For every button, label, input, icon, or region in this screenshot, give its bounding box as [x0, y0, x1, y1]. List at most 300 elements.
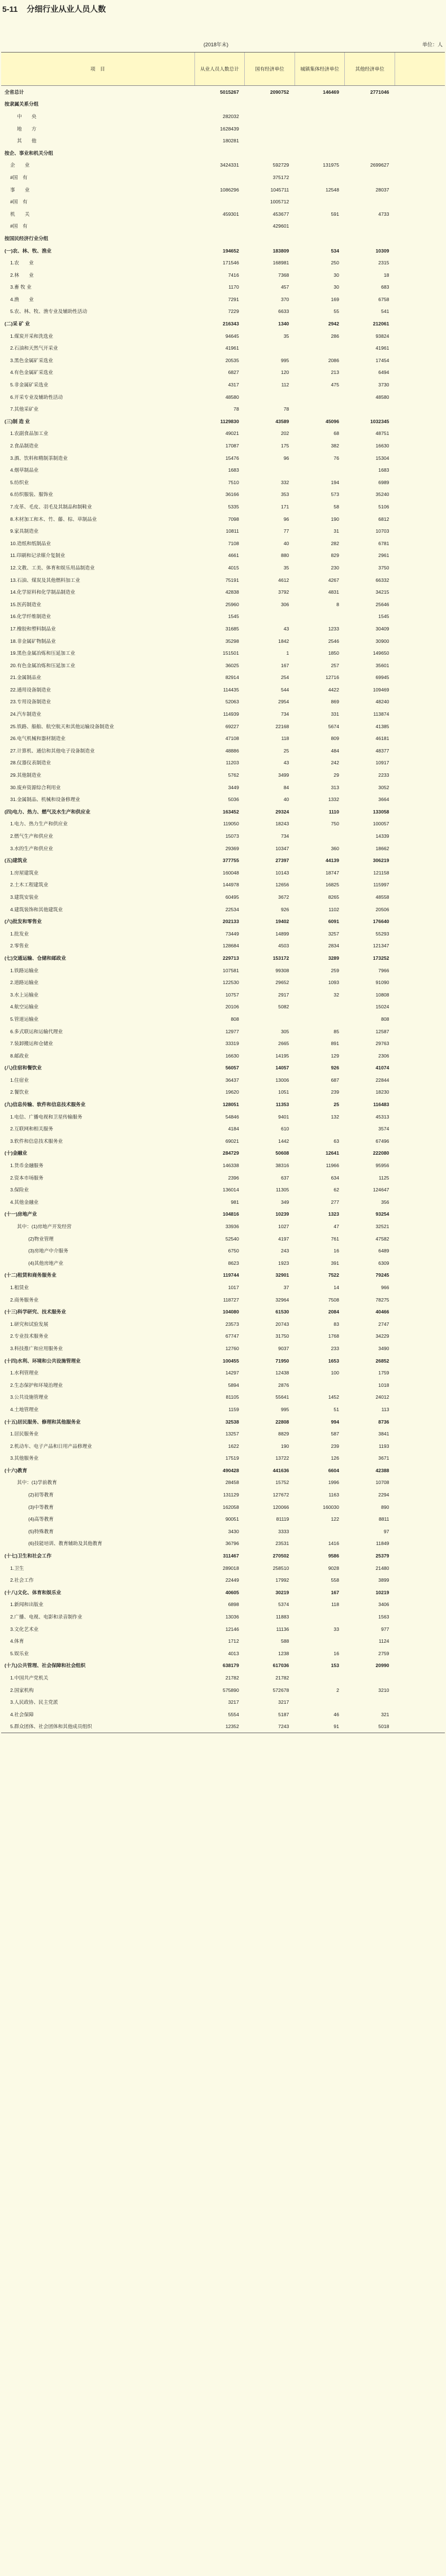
cell-value: 168981 [272, 260, 289, 266]
table-row [1, 1635, 445, 1647]
row-label: 2.餐饮业 [10, 1089, 29, 1095]
cell-value [395, 525, 445, 537]
cell-value: 16 [334, 1248, 339, 1254]
cell-value [295, 1696, 345, 1708]
cell-value: 16825 [325, 882, 339, 888]
cell-value: 8736 [378, 1418, 389, 1425]
cell-value: 32 [334, 991, 339, 998]
table-row [1, 854, 445, 867]
cell-value: 10757 [225, 991, 239, 998]
cell-value [295, 1013, 345, 1025]
cell-value: 5187 [278, 1711, 289, 1717]
table-row [1, 110, 445, 123]
cell-value [395, 171, 445, 184]
cell-value: 146469 [323, 89, 339, 95]
table-row [1, 464, 445, 476]
cell-value: 25 [334, 1102, 339, 1108]
cell-value: 113 [381, 1406, 389, 1412]
table-row [1, 684, 445, 696]
row-label: (十九)公共管理、社会保障和社会组织 [5, 1663, 86, 1669]
cell-value: 100 [331, 1370, 339, 1376]
cell-value: 11203 [226, 760, 239, 766]
cell-value: 3406 [378, 1602, 389, 1608]
table-row [1, 598, 445, 611]
cell-value [395, 745, 445, 757]
cell-value: 880 [280, 552, 289, 559]
cell-value: 1093 [328, 980, 339, 986]
cell-value [395, 1269, 445, 1282]
cell-value: 90051 [225, 1516, 239, 1522]
cell-value [295, 147, 345, 159]
cell-value: 36025 [225, 662, 239, 668]
cell-value: 3664 [378, 797, 389, 803]
row-label: (四)电力、热力、燃气及水生产和供应业 [5, 808, 90, 815]
cell-value: 34229 [375, 1333, 389, 1339]
cell-value: 73449 [225, 930, 239, 937]
cell-value: 353 [280, 491, 289, 498]
cell-value [245, 1013, 295, 1025]
cell-value: 35 [283, 564, 289, 571]
cell-value [245, 611, 295, 623]
row-label: (5)特殊教育 [28, 1528, 54, 1534]
cell-value: 4661 [228, 552, 239, 559]
cell-value: 687 [331, 1077, 339, 1083]
cell-value [395, 879, 445, 891]
cell-value: 128684 [223, 943, 239, 949]
cell-value: 3750 [378, 564, 389, 571]
cell-value: 6309 [378, 1260, 389, 1266]
cell-value: 360 [331, 845, 339, 851]
row-label: 4.有色金属矿采选业 [10, 369, 53, 376]
cell-value [395, 818, 445, 830]
cell-value: 239 [331, 1089, 339, 1095]
cell-value [395, 476, 445, 489]
row-label: 1.房屋建筑业 [10, 869, 39, 876]
cell-value [395, 1074, 445, 1086]
year-label: (2018年末) [203, 42, 229, 47]
cell-value: 20990 [375, 1663, 389, 1669]
cell-value [395, 98, 445, 111]
cell-value: 151501 [223, 650, 239, 656]
row-label: 1.货币金融服务 [10, 1163, 44, 1169]
table-row [1, 354, 445, 367]
table-row [1, 1416, 445, 1428]
cell-value [395, 964, 445, 977]
row-label: (2)初等教育 [28, 1492, 54, 1498]
cell-value [395, 854, 445, 867]
row-label: 其中：(1)学前教育 [17, 1480, 57, 1486]
cell-value [245, 110, 295, 123]
cell-value: 36796 [225, 1541, 239, 1547]
cell-value: 160030 [323, 1504, 339, 1510]
cell-value: 100057 [373, 821, 389, 827]
cell-value: 104816 [223, 1211, 239, 1217]
cell-value: 40605 [225, 1589, 239, 1595]
cell-value [395, 757, 445, 769]
cell-value: 259 [331, 967, 339, 973]
column-header: 从业人员人数总计 [194, 53, 245, 86]
cell-value: 808 [231, 1016, 239, 1022]
cell-value: 173252 [373, 955, 389, 961]
cell-value: 190 [280, 1443, 289, 1449]
cell-value: 54846 [225, 1113, 239, 1120]
cell-value: 118 [281, 736, 289, 742]
row-label: 1.煤炭开采和洗选业 [10, 333, 53, 339]
row-label: (十三)科学研究、技术服务业 [5, 1309, 66, 1315]
cell-value [395, 1208, 445, 1221]
row-label: 5.纺织业 [10, 479, 29, 485]
cell-value: 15752 [275, 1480, 289, 1486]
cell-value: 5018 [345, 1721, 395, 1733]
row-label: 2.专业技术服务业 [10, 1333, 49, 1339]
cell-value [395, 342, 445, 354]
cell-value: 10143 [275, 869, 289, 876]
row-label: 30.废弃资源综合利用业 [10, 784, 61, 790]
row-label: 17.橡胶和塑料制品业 [10, 625, 56, 632]
cell-value [395, 1513, 445, 1525]
cell-value [395, 1257, 445, 1269]
cell-value [295, 611, 345, 623]
cell-value: 349 [280, 1199, 289, 1205]
cell-value: 2 [336, 1687, 339, 1693]
cell-value: 453677 [272, 211, 289, 217]
cell-value: 7522 [328, 1272, 339, 1278]
row-label: 3.文化艺术业 [10, 1626, 39, 1632]
cell-value: 119050 [223, 821, 239, 827]
cell-value: 15024 [375, 1004, 389, 1010]
table-row [1, 98, 445, 111]
cell-value: 258510 [272, 1565, 289, 1571]
cell-value: 82914 [225, 675, 239, 681]
cell-value: 3217 [228, 1699, 239, 1705]
cell-value: 6758 [378, 296, 389, 302]
table-row [1, 159, 445, 172]
cell-value [395, 220, 445, 233]
cell-value: 27397 [275, 858, 289, 864]
cell-value: 69021 [225, 1138, 239, 1144]
table-row [1, 1135, 445, 1147]
cell-value: 2294 [378, 1492, 389, 1498]
cell-value [194, 232, 245, 245]
table-row [1, 1355, 445, 1367]
cell-value: 10219 [375, 1589, 389, 1595]
cell-value [395, 1623, 445, 1635]
cell-value: 16 [334, 1650, 339, 1656]
cell-value [295, 464, 345, 476]
cell-value [395, 1001, 445, 1013]
cell-value: 459301 [223, 211, 239, 217]
table-row [1, 1122, 445, 1135]
table-row [1, 1379, 445, 1391]
cell-value: 91 [295, 1721, 345, 1733]
table-row [1, 342, 445, 354]
cell-value [245, 391, 295, 403]
table-row [1, 367, 445, 379]
table-row [1, 1086, 445, 1099]
cell-value: 17519 [225, 1455, 239, 1461]
cell-value: 4184 [228, 1126, 239, 1132]
cell-value [395, 501, 445, 513]
cell-value [395, 1574, 445, 1586]
cell-value: 6091 [328, 919, 339, 925]
row-label: 4.体育 [10, 1638, 24, 1644]
cell-value: 23573 [225, 1321, 239, 1327]
table-row [1, 806, 445, 818]
cell-value [395, 1050, 445, 1062]
table-row [1, 171, 445, 184]
cell-value: 93824 [375, 333, 389, 339]
table-row [1, 415, 445, 428]
cell-value: 617036 [272, 1663, 289, 1669]
cell-value [395, 806, 445, 818]
row-label: 1.农副食品加工业 [10, 430, 49, 437]
cell-value: 12716 [325, 675, 339, 681]
row-label: 中 央 [17, 113, 37, 119]
row-label: 24.汽车制造业 [10, 711, 41, 717]
cell-value [295, 220, 345, 233]
cell-value: 7243 [245, 1721, 295, 1733]
cell-value [395, 1403, 445, 1416]
cell-value: 2917 [278, 991, 289, 998]
cell-value [395, 195, 445, 208]
table-row [1, 1062, 445, 1074]
cell-value [395, 428, 445, 440]
cell-value: 6750 [228, 1248, 239, 1254]
row-label: (一)农、林、牧、渔业 [5, 247, 52, 254]
cell-value: 16630 [225, 1052, 239, 1059]
cell-value: 233 [331, 1345, 339, 1351]
cell-value [395, 537, 445, 550]
table-row [1, 1281, 445, 1294]
cell-value: 1563 [378, 1614, 389, 1620]
table-row [1, 1318, 445, 1330]
row-label: 1.租赁业 [10, 1284, 29, 1290]
cell-value: 829 [331, 552, 339, 559]
cell-value: 16630 [375, 443, 389, 449]
table-row [1, 293, 445, 306]
cell-value [395, 184, 445, 196]
cell-value: 2759 [378, 1650, 389, 1656]
cell-value: 118 [331, 1602, 339, 1608]
row-label: 3.人民政协、民主党派 [10, 1699, 58, 1705]
cell-value [345, 98, 395, 111]
cell-value: 490428 [223, 1467, 239, 1473]
cell-value [395, 1684, 445, 1696]
row-label: 2.国家机构 [10, 1687, 34, 1693]
row-label: (七)交通运输、仓储和邮政业 [5, 955, 66, 961]
cell-value: 144978 [223, 882, 239, 888]
cell-value: 29369 [225, 845, 239, 851]
cell-value: 926 [280, 906, 289, 912]
table-row [1, 879, 445, 891]
cell-value: 1233 [328, 625, 339, 632]
cell-value: 136014 [223, 1187, 239, 1193]
table-row [1, 1342, 445, 1355]
cell-value [395, 1196, 445, 1208]
cell-value: 48240 [375, 699, 389, 705]
cell-value [395, 611, 445, 623]
row-label: 20.有色金属冶炼和压延加工业 [10, 662, 76, 668]
cell-value: 382 [331, 443, 339, 449]
cell-value [245, 232, 295, 245]
table-row [1, 903, 445, 916]
row-label: 18.非金属矿物制品业 [10, 638, 56, 644]
table-row [1, 440, 445, 452]
cell-value: 2954 [278, 699, 289, 705]
cell-value [295, 110, 345, 123]
row-label: 3.畜 牧 业 [10, 284, 32, 290]
cell-value: 1159 [228, 1406, 239, 1412]
cell-value: 4422 [328, 686, 339, 693]
table-row [1, 1294, 445, 1306]
table-row [1, 245, 445, 257]
table-row [1, 1025, 445, 1038]
table-row [1, 232, 445, 245]
cell-value: 30409 [375, 625, 389, 632]
cell-value: 558 [331, 1577, 339, 1583]
cell-value [194, 147, 245, 159]
cell-value: 100455 [223, 1357, 239, 1364]
cell-value: 1923 [278, 1260, 289, 1266]
table-row [1, 1513, 445, 1525]
cell-value: 167 [280, 662, 289, 668]
cell-value: 22449 [225, 1577, 239, 1583]
row-label: 2.广播、电视、电影和录音制作业 [10, 1614, 83, 1620]
cell-value [345, 110, 395, 123]
row-label: (五)建筑业 [5, 858, 28, 864]
cell-value: 284729 [223, 1150, 239, 1156]
cell-value: 31 [334, 528, 339, 534]
cell-value: 78 [283, 406, 289, 412]
cell-value [395, 586, 445, 598]
cell-value [395, 232, 445, 245]
table-row [1, 208, 445, 220]
row-label: 地 方 [17, 125, 37, 132]
cell-value: 48886 [225, 747, 239, 754]
table-row [1, 1147, 445, 1160]
cell-value: 7108 [228, 540, 239, 546]
row-label: 28.仪器仪表制造业 [10, 760, 51, 766]
cell-value [395, 1233, 445, 1245]
cell-value: 7291 [228, 296, 239, 302]
cell-value: 6989 [378, 479, 389, 485]
cell-value [395, 1355, 445, 1367]
cell-value: 194 [331, 479, 339, 485]
cell-value: 11305 [276, 1187, 289, 1193]
cell-value: 43589 [275, 418, 289, 424]
cell-value [395, 574, 445, 586]
cell-value [395, 1428, 445, 1440]
row-label: (4)高等教育 [28, 1516, 54, 1522]
cell-value [395, 940, 445, 952]
table-row [1, 647, 445, 659]
cell-value: 49021 [225, 430, 239, 437]
cell-value: 734 [280, 833, 289, 839]
cell-value: 153 [331, 1663, 339, 1669]
cell-value: 6827 [228, 369, 239, 376]
cell-value: 3574 [378, 1126, 389, 1132]
table-row [1, 781, 445, 794]
table-row [1, 659, 445, 672]
cell-value: 1850 [328, 650, 339, 656]
cell-value: 17087 [225, 443, 239, 449]
table-row [1, 1233, 445, 1245]
cell-value: 79245 [375, 1272, 389, 1278]
row-label: 21.金属制品业 [10, 675, 41, 681]
cell-value: 1032345 [370, 418, 389, 424]
cell-value [345, 123, 395, 135]
table-row [1, 403, 445, 415]
cell-value: 575890 [223, 1687, 239, 1693]
table-row [1, 269, 445, 281]
table-row [1, 1452, 445, 1465]
cell-value: 3899 [378, 1577, 389, 1583]
cell-value [245, 147, 295, 159]
row-label: 2.商务服务业 [10, 1296, 39, 1303]
row-label: 按国民经济行业分组 [5, 235, 49, 241]
cell-value: 190 [331, 516, 339, 522]
cell-value: 7508 [328, 1296, 339, 1303]
row-label: 3.公共设施管理业 [10, 1394, 49, 1400]
cell-value: 14297 [225, 1370, 239, 1376]
cell-value: 270502 [272, 1553, 289, 1559]
cell-value: 10309 [375, 247, 389, 254]
table-row [1, 574, 445, 586]
table-row [1, 745, 445, 757]
row-label: (十)金融业 [5, 1150, 28, 1156]
cell-value: 6781 [378, 540, 389, 546]
cell-value: 30219 [275, 1589, 289, 1595]
cell-value: 75191 [225, 577, 239, 583]
row-label: (六)批发和零售业 [5, 919, 42, 925]
cell-value: 17454 [375, 357, 389, 363]
cell-value: 13722 [275, 1455, 289, 1461]
cell-value: 180281 [223, 138, 239, 144]
table-row [1, 1428, 445, 1440]
cell-value: 10708 [375, 1480, 389, 1486]
cell-value: 48377 [375, 747, 389, 754]
cell-value: 52063 [225, 699, 239, 705]
cell-value: 76 [334, 455, 339, 461]
cell-value [395, 562, 445, 574]
cell-value: 313 [331, 784, 339, 790]
cell-value [395, 391, 445, 403]
column-header: 项 目 [1, 53, 194, 86]
cell-value: 1027 [278, 1224, 289, 1230]
cell-value: 24012 [375, 1394, 389, 1400]
cell-value [345, 171, 395, 184]
cell-value [395, 1452, 445, 1465]
row-label: 1.卫生 [10, 1565, 24, 1571]
cell-value: 107581 [223, 967, 239, 973]
table-row [1, 1159, 445, 1172]
cell-value [395, 928, 445, 940]
cell-value: 99308 [275, 967, 289, 973]
cell-value [395, 1721, 445, 1733]
cell-value [395, 245, 445, 257]
cell-value: 12641 [325, 1150, 339, 1156]
cell-value: 8623 [228, 1260, 239, 1266]
row-label: 3.软件和信息技术服务业 [10, 1138, 63, 1144]
table-row [1, 720, 445, 733]
cell-value: 55 [334, 308, 339, 315]
cell-value: 995 [280, 1406, 289, 1412]
cell-value: 14057 [275, 1065, 289, 1071]
table-row [1, 1403, 445, 1416]
cell-value: 8265 [328, 894, 339, 900]
cell-value [395, 208, 445, 220]
cell-value: 83 [334, 1321, 339, 1327]
